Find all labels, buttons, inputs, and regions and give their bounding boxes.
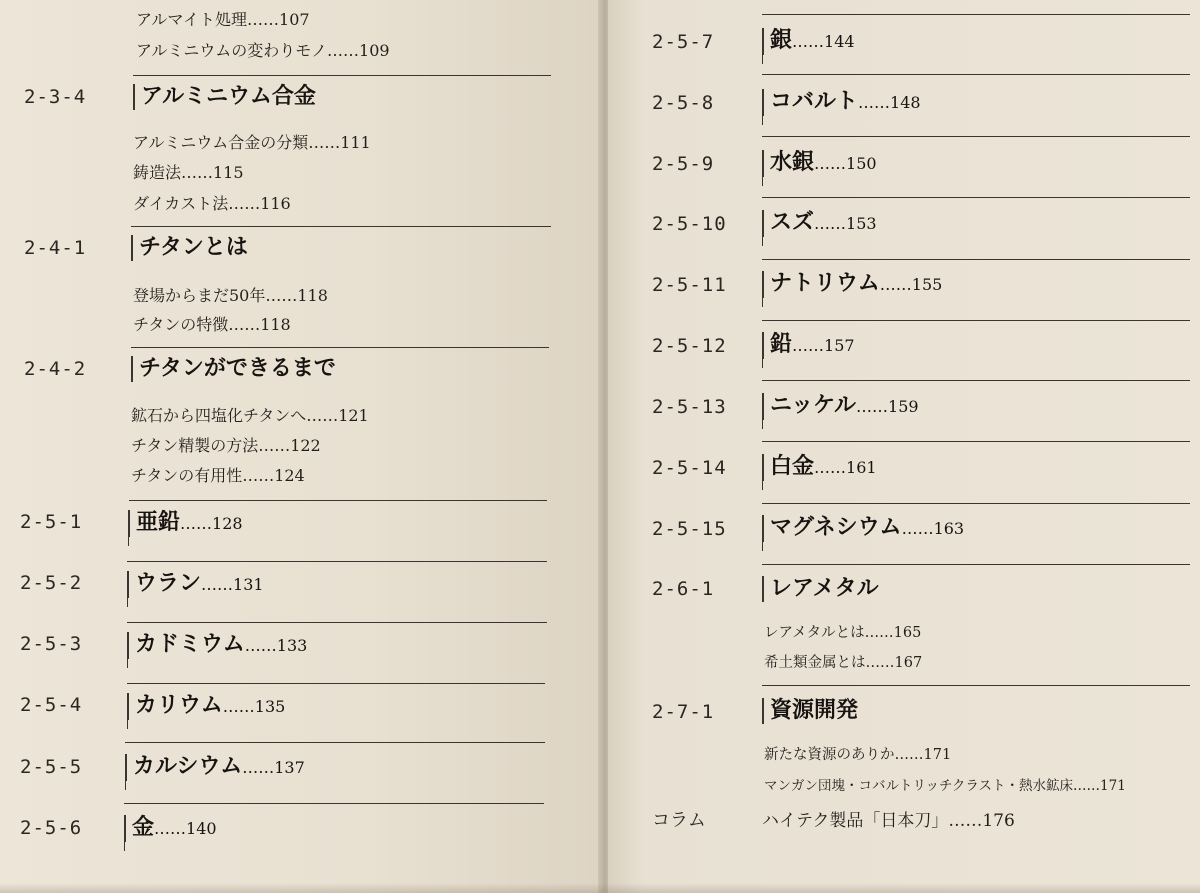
section-number: 2-5-10 — [652, 213, 727, 235]
section-rule — [124, 803, 544, 804]
toc-subentry[interactable]: チタン精製の方法……122 — [131, 436, 321, 455]
section-rule — [762, 54, 763, 64]
section-rule — [762, 176, 763, 186]
section-rule — [762, 74, 1190, 75]
section-title[interactable]: チタンができるまで — [131, 356, 336, 382]
section-title[interactable]: カドミウム……133 — [127, 632, 307, 659]
section-rule — [762, 297, 763, 307]
section-rule — [762, 358, 763, 368]
section-rule — [127, 561, 547, 562]
section-number: 2-5-8 — [652, 92, 715, 114]
section-rule — [762, 197, 1190, 198]
section-number: 2-7-1 — [652, 701, 715, 723]
section-title[interactable]: コバルト……148 — [762, 89, 921, 116]
section-title[interactable]: ナトリウム……155 — [762, 271, 942, 298]
section-number: 2-5-2 — [20, 572, 83, 594]
section-number: 2-3-4 — [24, 86, 87, 108]
section-title[interactable]: カルシウム……137 — [125, 754, 305, 781]
section-number: 2-5-4 — [20, 694, 83, 716]
section-rule — [762, 503, 1190, 504]
section-title[interactable]: ニッケル……159 — [762, 393, 919, 420]
toc-subentry[interactable]: 新たな資源のありか……171 — [764, 747, 952, 763]
toc-subentry[interactable]: 希土類金属とは……167 — [764, 655, 923, 671]
toc-subentry[interactable]: 鉱石から四塩化チタンへ……121 — [131, 406, 369, 425]
right-page — [608, 0, 1200, 893]
toc-subentry[interactable]: 鋳造法……115 — [133, 163, 244, 182]
section-rule — [762, 685, 1190, 686]
column-label: コラム — [652, 810, 706, 831]
toc-subentry[interactable]: マンガン団塊・コバルトリッチクラスト・熱水鉱床……171 — [764, 778, 1126, 794]
section-rule — [124, 841, 125, 851]
section-rule — [127, 719, 128, 729]
section-rule — [129, 500, 547, 501]
section-rule — [125, 742, 545, 743]
section-number: 2-5-7 — [652, 31, 715, 53]
section-number: 2-5-13 — [652, 396, 727, 418]
section-title[interactable]: 白金……161 — [762, 454, 877, 481]
section-rule — [762, 541, 763, 551]
section-rule — [762, 419, 763, 429]
section-number: 2-5-12 — [652, 335, 727, 357]
section-number: 2-5-14 — [652, 457, 727, 479]
section-title[interactable]: 水銀……150 — [762, 150, 877, 177]
section-title[interactable]: チタンとは — [131, 235, 248, 261]
section-rule — [131, 347, 549, 348]
section-title[interactable]: 鉛……157 — [762, 332, 855, 359]
section-title[interactable]: レアメタル — [762, 576, 879, 602]
toc-subentry[interactable]: 登場からまだ50年……118 — [133, 286, 328, 305]
toc-subentry[interactable]: ダイカスト法……116 — [133, 194, 291, 213]
section-rule — [762, 236, 763, 246]
section-rule — [127, 683, 545, 684]
section-number: 2-5-3 — [20, 633, 83, 655]
section-number: 2-5-15 — [652, 518, 727, 540]
section-title[interactable]: カリウム……135 — [127, 693, 285, 720]
section-title[interactable]: 亜鉛……128 — [128, 510, 243, 537]
section-number: 2-5-9 — [652, 153, 715, 175]
section-rule — [128, 536, 129, 546]
toc-subentry[interactable]: チタンの特徴……118 — [133, 315, 291, 334]
section-number: 2-4-1 — [24, 237, 87, 259]
section-rule — [762, 115, 763, 125]
section-rule — [127, 597, 128, 607]
section-title[interactable]: 資源開発 — [762, 698, 858, 724]
section-title[interactable]: 金……140 — [124, 815, 217, 842]
section-rule — [762, 380, 1190, 381]
section-rule — [762, 441, 1190, 442]
section-rule — [762, 136, 1190, 137]
toc-subentry[interactable]: アルミニウムの変わりモノ……109 — [136, 41, 390, 60]
section-rule — [133, 75, 551, 76]
section-title[interactable]: スズ……153 — [762, 210, 877, 237]
section-number: 2-6-1 — [652, 578, 715, 600]
section-number: 2-5-1 — [20, 511, 83, 533]
toc-subentry[interactable]: チタンの有用性……124 — [131, 466, 305, 485]
section-number: 2-5-11 — [652, 274, 727, 296]
section-rule — [762, 259, 1190, 260]
section-title[interactable]: アルミニウム合金 — [133, 84, 316, 110]
section-number: 2-5-5 — [20, 756, 83, 778]
section-rule — [762, 14, 1190, 15]
section-title[interactable]: 銀……144 — [762, 28, 855, 55]
section-rule — [127, 658, 128, 668]
section-title[interactable]: ウラン……131 — [127, 571, 264, 598]
section-rule — [762, 480, 763, 490]
section-title[interactable]: マグネシウム……163 — [762, 515, 964, 542]
toc-subentry[interactable]: アルミニウム合金の分類……111 — [133, 133, 371, 152]
section-rule — [125, 780, 126, 790]
toc-subentry[interactable]: アルマイト処理……107 — [136, 10, 310, 29]
section-number: 2-4-2 — [24, 358, 87, 380]
section-rule — [762, 320, 1190, 321]
section-rule — [127, 622, 547, 623]
section-rule — [762, 564, 1190, 565]
section-number: 2-5-6 — [20, 817, 83, 839]
section-rule — [131, 226, 551, 227]
toc-subentry[interactable]: レアメタルとは……165 — [764, 625, 922, 641]
page-shadow — [0, 883, 1200, 893]
column-entry[interactable]: ハイテク製品「日本刀」……176 — [762, 811, 1015, 831]
